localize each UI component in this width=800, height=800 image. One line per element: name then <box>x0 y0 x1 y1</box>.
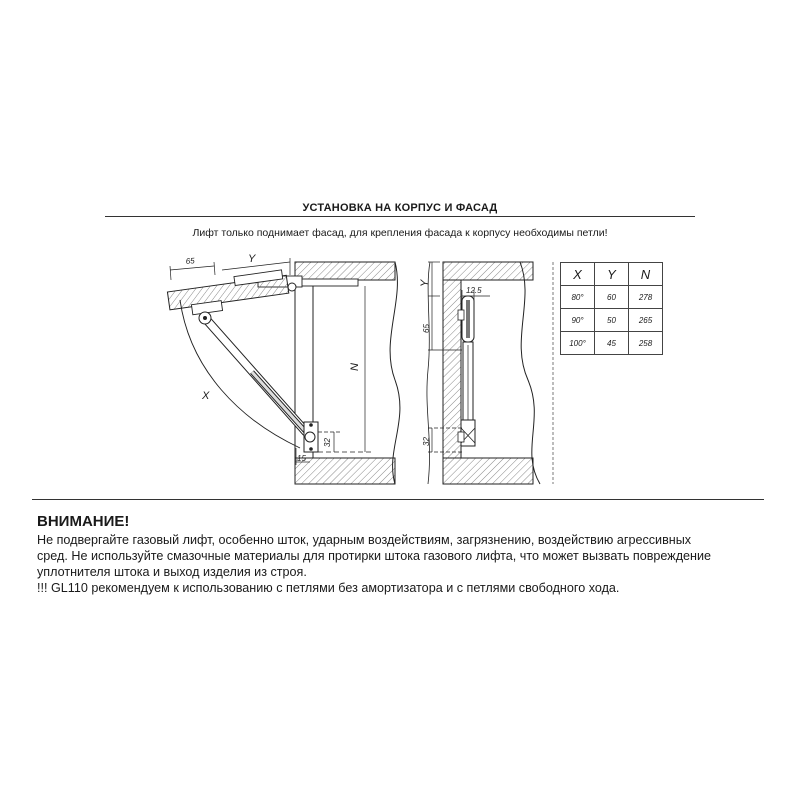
warning-divider <box>32 499 764 500</box>
warning-line: уплотнителя штока и выход изделия из строя. <box>37 565 307 579</box>
dim-65-left: 65 <box>185 256 196 266</box>
dim-65-right: 65 <box>422 324 431 333</box>
spec-col-y: Y <box>595 263 629 286</box>
table-row <box>561 332 663 355</box>
spec-col-x: X <box>561 263 595 286</box>
cabinet-top-panel <box>295 262 395 280</box>
warning-line: Не подвергайте газовый лифт, особенно шток, ударным воздействиям, загрязнению, воздействию агрессивных <box>37 533 692 547</box>
spec-cell: 80° <box>561 286 595 309</box>
swing-arc <box>180 300 300 448</box>
warning-line: !!! GL110 рекомендуем к использованию с петлями без амортизатора и с петлями свободного хода. <box>37 581 620 595</box>
spec-cell: 90° <box>561 309 595 332</box>
dim-y-right: Y <box>419 279 431 287</box>
spec-cell: 258 <box>629 332 663 355</box>
dim-x-left: X <box>202 390 210 402</box>
hinge-note: Лифт только поднимает фасад, для крепления фасада к корпусу необходимы петли! <box>192 227 608 239</box>
warning-line: сред. Не используйте смазочные материалы для протирки штока газового лифта, что может вызвать повреждение <box>37 549 712 563</box>
dim-32-left: 32 <box>323 438 332 447</box>
dim-15-left: 15 <box>297 454 306 463</box>
spec-cell: 278 <box>629 286 663 309</box>
right-top-panel <box>443 262 533 280</box>
spec-table <box>560 262 663 355</box>
spec-cell: 100° <box>561 332 595 355</box>
table-row <box>561 309 663 332</box>
right-side-panel <box>443 280 461 458</box>
spec-table-header <box>561 263 663 286</box>
hinge-plate <box>300 279 358 286</box>
dim-32-right: 32 <box>422 437 431 446</box>
table-row <box>561 286 663 309</box>
spec-cell: 60 <box>595 286 629 309</box>
section-title: УСТАНОВКА НА КОРПУС И ФАСАД <box>302 202 498 214</box>
break-line-left <box>390 262 400 484</box>
dim-12-5-right: 12.5 <box>466 286 482 295</box>
spec-col-n: N <box>629 263 663 286</box>
dim-n-left: N <box>349 363 361 371</box>
break-line-right <box>520 262 540 484</box>
left-diagram <box>167 253 400 484</box>
dim-y-left: Y <box>248 253 256 265</box>
warning-text <box>37 532 767 596</box>
warning-title: ВНИМАНИЕ! <box>37 513 130 530</box>
spec-cell: 45 <box>595 332 629 355</box>
right-diagram <box>419 262 553 484</box>
spec-cell: 265 <box>629 309 663 332</box>
spec-cell: 50 <box>595 309 629 332</box>
right-bottom-panel <box>443 458 533 484</box>
